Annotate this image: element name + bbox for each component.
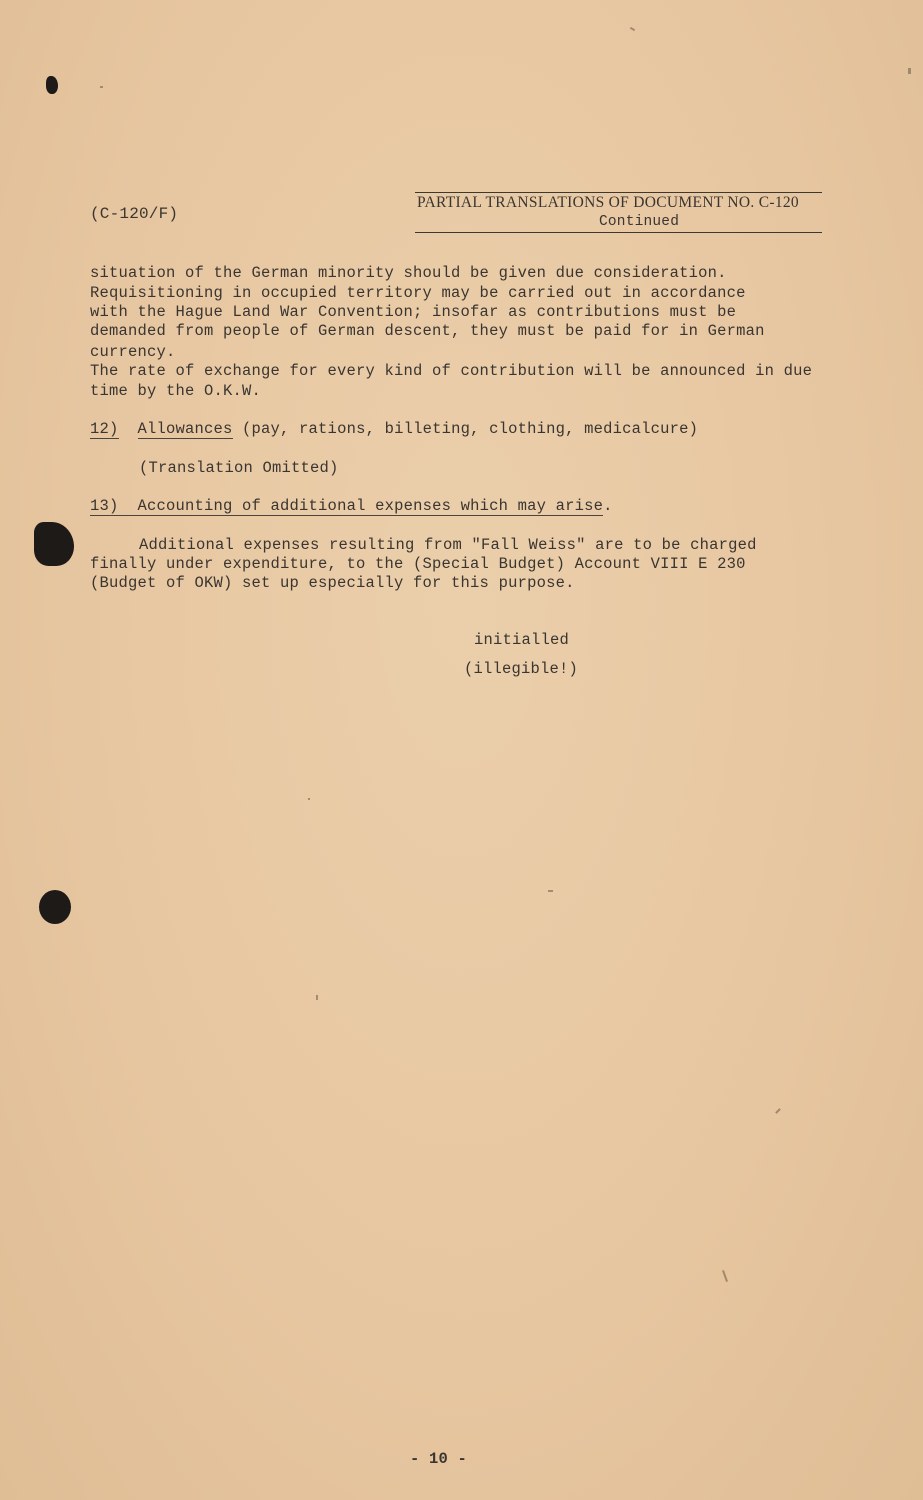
section-13-line: (Budget of OKW) set up especially for this purpose. — [90, 574, 575, 592]
page-number: - 10 - — [410, 1450, 468, 1468]
section-12-title: Allowances — [137, 420, 233, 438]
punch-hole-bottom — [39, 890, 71, 924]
body-line: Requisitioning in occupied territory may be carried out in accordance — [90, 284, 746, 302]
paper-fleck — [316, 995, 318, 1000]
body-line: time by the O.K.W. — [90, 382, 262, 400]
section-13-heading — [90, 497, 613, 517]
paper-fleck — [630, 27, 635, 31]
paper-fleck — [548, 890, 553, 892]
body-line: with the Hague Land War Convention; insofar as contributions must be — [90, 303, 737, 321]
header-bottom-rule — [415, 232, 822, 233]
document-id: (C-120/F) — [90, 205, 179, 223]
signature-illegible: (illegible!) — [464, 660, 579, 678]
signature-initialled: initialled — [474, 631, 570, 649]
section-12-heading — [90, 420, 698, 440]
punch-hole-top — [46, 76, 58, 94]
body-line: The rate of exchange for every kind of contribution will be announced in due — [90, 362, 813, 380]
section-12-note: (Translation Omitted) — [139, 459, 339, 477]
punch-hole-middle — [34, 522, 74, 566]
section-12-number: 12) — [90, 420, 119, 438]
paper-fleck — [100, 86, 103, 88]
section-13-line: Additional expenses resulting from "Fall Weiss" are to be charged — [139, 536, 757, 554]
paper-fleck — [775, 1108, 781, 1114]
paper-fleck — [308, 798, 310, 800]
section-13-title: Accounting of additional expenses which may arise — [137, 497, 604, 515]
section-12-rest: (pay, rations, billeting, clothing, medicalcure) — [232, 420, 699, 438]
header-subtitle: Continued — [599, 214, 680, 230]
body-line: currency. — [90, 343, 176, 361]
body-line: situation of the German minority should be given due consideration. — [90, 264, 727, 282]
paper-fleck — [908, 68, 911, 74]
section-13-line: finally under expenditure, to the (Special Budget) Account VIII E 230 — [90, 555, 746, 573]
section-13-end: . — [603, 497, 613, 515]
body-line: demanded from people of German descent, they must be paid for in German — [90, 322, 765, 340]
paper-fleck — [722, 1270, 728, 1282]
section-13-label — [90, 497, 603, 516]
section-13-number: 13) — [90, 497, 119, 515]
header-title: PARTIAL TRANSLATIONS OF DOCUMENT NO. C-120 — [417, 194, 799, 211]
